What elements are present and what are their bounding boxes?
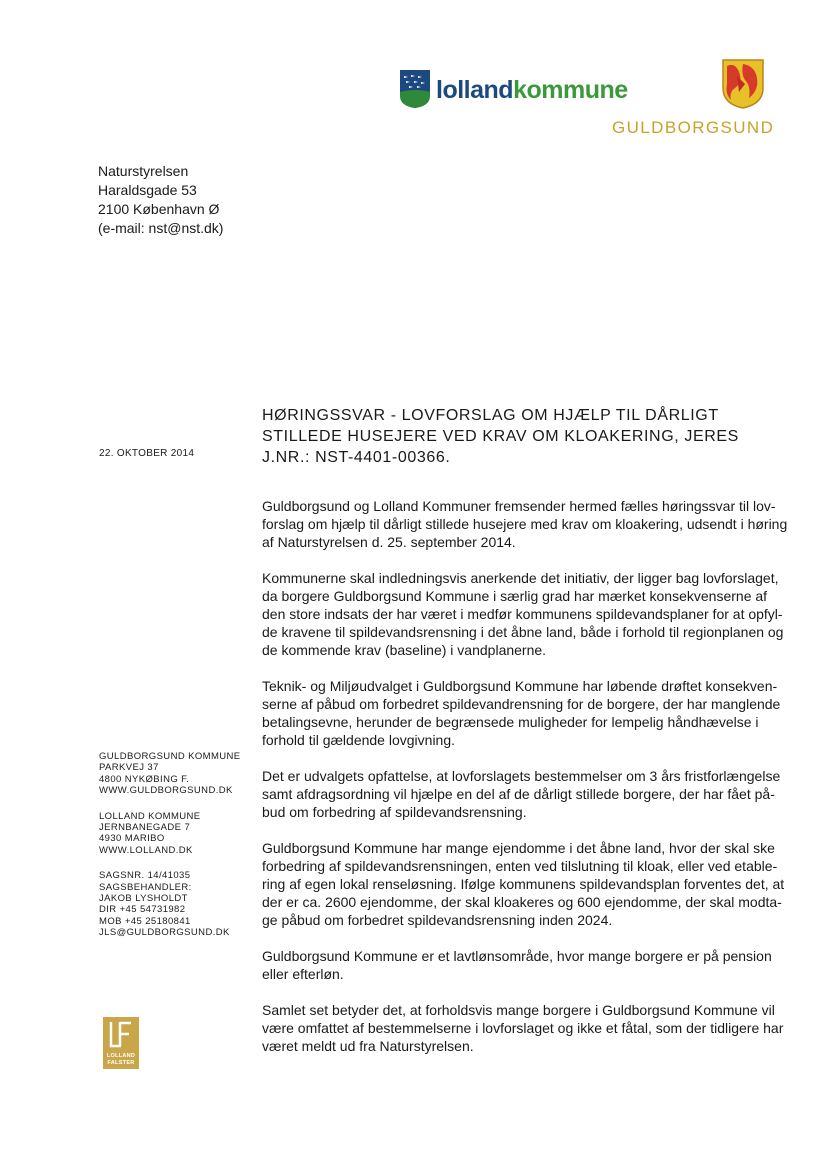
lolland-shield-icon — [400, 70, 430, 108]
contact-line: JERNBANEGADE 7 — [99, 822, 191, 834]
body-line: af Naturstyrelsen d. 25. september 2014. — [262, 534, 516, 550]
address-line: (e-mail: nst@nst.dk) — [98, 220, 224, 236]
recipient-address — [98, 162, 223, 238]
body-line: serne af påbud om forbedret spildevandrensning for de borgere, der har manglende — [262, 696, 781, 712]
body-line: samt afdragsordning vil hjælpe en del af de dårligt stillede borgere, der har fået på- — [262, 786, 775, 802]
lolland-wordmark-part2: kommune — [513, 76, 628, 104]
heading-line: J.NR.: NST-4401-00366. — [262, 449, 451, 466]
paragraph — [262, 677, 782, 749]
case-number: SAGSNR. 14/41035 — [99, 870, 191, 882]
letter-body — [262, 497, 788, 1073]
body-line: været meldt ud fra Naturstyrelsen. — [262, 1038, 474, 1054]
contact-link[interactable]: WWW.GULDBORGSUND.DK — [99, 785, 233, 797]
paragraph — [262, 1001, 782, 1055]
paragraph — [262, 497, 788, 551]
lolland-contact — [99, 811, 241, 857]
body-line: den store indsats der har været i medfør kommunens spildevandsplaner for at opfyl- — [262, 606, 783, 622]
contact-line: GULDBORGSUND KOMMUNE — [99, 751, 241, 762]
lolland-falster-logo — [103, 1017, 139, 1069]
body-line: Teknik- og Miljøudvalget i Guldborgsund Kommune har løbende drøftet konsekven- — [262, 678, 778, 694]
case-phone: DIR +45 54731982 — [99, 904, 186, 916]
lf-text-line2: FALSTER — [107, 1060, 135, 1066]
body-line: bud om forbedring af spildevandsrensning. — [262, 804, 527, 820]
contact-line: PARKVEJ 37 — [99, 762, 159, 774]
body-line: de kommende krav (baseline) i vandplanerne. — [262, 642, 547, 658]
body-line: forhold til gældende lovgivning. — [262, 732, 456, 748]
body-line: betalingsevne, herunder de begrænsede muligheder for lempelig håndhævelse i — [262, 714, 759, 730]
address-line: Haraldsgade 53 — [98, 182, 197, 198]
contact-line: LOLLAND KOMMUNE — [99, 810, 201, 822]
paragraph — [262, 569, 782, 659]
body-line: da borgere Guldborgsund Kommune i særlig grad har mærket konsekvenserne af — [262, 588, 768, 604]
paragraph — [262, 839, 785, 929]
body-line: Guldborgsund Kommune er et lavtlønsområde, hvor mange borgere er på pension — [262, 948, 772, 964]
body-line: være omfattet af bestemmelserne i lovforslaget og ikke et fåtal, som der tidligere har — [262, 1020, 784, 1036]
body-line: der er ca. 2600 ejendomme, der skal kloakeres og 600 ejendomme, der skal modta- — [262, 894, 782, 910]
lolland-wordmark-part1: lolland — [436, 76, 514, 104]
body-line: Guldborgsund og Lolland Kommuner fremsender hermed fælles høringssvar til lov- — [262, 498, 776, 514]
lolland-kommune-logo — [400, 70, 628, 110]
letter-date: 22. OKTOBER 2014 — [99, 448, 195, 459]
case-email[interactable]: JLS@GULDBORGSUND.DK — [99, 927, 230, 939]
body-line: Kommunerne skal indledningsvis anerkende det initiativ, der ligger bag lovforslaget, — [262, 570, 779, 586]
guldborgsund-crest-icon — [721, 58, 765, 110]
case-mobile: MOB +45 25180841 — [99, 915, 191, 927]
heading-line: HØRINGSSVAR - LOVFORSLAG OM HJÆLP TIL DÅRLIGT — [262, 407, 719, 424]
body-line: forslag om hjælp til dårligt stillede husejere med krav om kloakering, udsendt i høring — [262, 516, 788, 532]
case-line: SAGSBEHANDLER: — [99, 881, 192, 893]
body-line: ge påbud om forbedret spildevandsrensning inden 2024. — [262, 912, 613, 928]
address-line: 2100 København Ø — [98, 201, 220, 217]
lolland-wordmark — [436, 76, 628, 105]
contact-sidebar — [99, 751, 241, 953]
body-line: de kravene til spildevandsrensning i det åbne land, både i forhold til regionplanen og — [262, 624, 784, 640]
lf-text-line1: LOLLAND — [106, 1053, 136, 1059]
body-line: Det er udvalgets opfattelse, at lovforslagets bestemmelser om 3 års fristforlængelse — [262, 768, 781, 784]
address-line: Naturstyrelsen — [98, 163, 189, 179]
body-line: ring af egen lokal renseløsning. Ifølge kommunens spildevandsplan forventes det, at — [262, 876, 785, 892]
body-line: Samlet set betyder det, at forholdsvis mange borgere i Guldborgsund Kommune vil — [262, 1002, 775, 1018]
guldborgsund-wordmark: GULDBORGSUND — [612, 118, 775, 137]
paragraph — [262, 947, 782, 983]
lf-monogram-icon — [107, 1020, 135, 1048]
body-line: forbedring af spildevandsrensningen, enten ved tilslutning til kloak, eller ved etable- — [262, 858, 778, 874]
body-line: eller efterløn. — [262, 966, 344, 982]
case-handler: JAKOB LYSHOLDT — [99, 893, 188, 905]
heading-line: STILLEDE HUSEJERE VED KRAV OM KLOAKERING, JERES — [262, 428, 739, 445]
contact-line: 4930 MARIBO — [99, 833, 165, 845]
contact-line: 4800 NYKØBING F. — [99, 773, 190, 785]
case-info — [99, 870, 241, 938]
contact-link[interactable]: WWW.LOLLAND.DK — [99, 844, 193, 856]
paragraph — [262, 767, 782, 821]
guldborgsund-contact — [99, 751, 241, 797]
letter-heading — [262, 405, 782, 468]
body-line: Guldborgsund Kommune har mange ejendomme i det åbne land, hvor der skal ske — [262, 840, 775, 856]
